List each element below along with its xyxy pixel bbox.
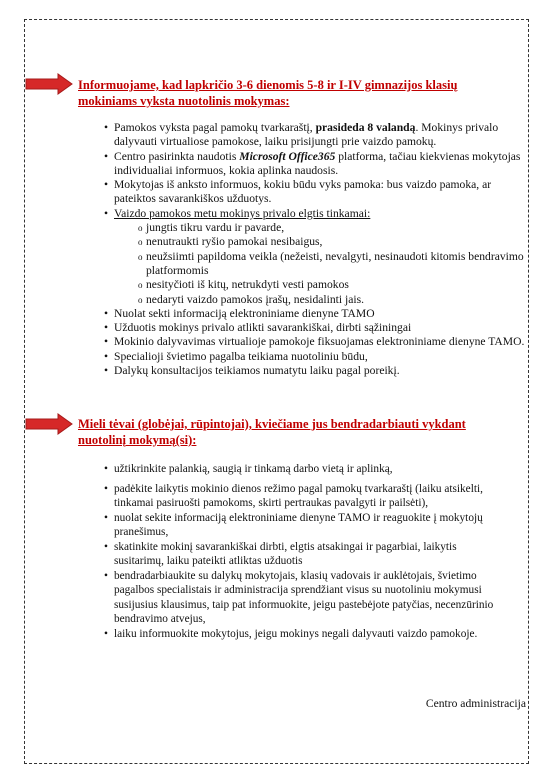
list-item: • Dalykų konsultacijos teikiamos numatytu laiku pagal poreikį. xyxy=(104,364,529,378)
sublist-item: o neužsiimti papildoma veikla (nežeisti, nevalgyti, nesinaudoti kitomis bendravimo platformomis xyxy=(138,250,529,279)
list-item: • Mokinio dalyvavimas virtualioje pamokoje fiksuojamas elektroniniame dienyne TAMO. xyxy=(104,335,529,349)
sublist-item: o nesityčioti iš kitų, netrukdyti vesti pamokos xyxy=(138,278,529,292)
list-item: • laiku informuokite mokytojus, jeigu mokinys negali dalyvauti vaizdo pamokoje. xyxy=(104,627,504,642)
list-item: • skatinkite mokinį savarankiškai dirbti, elgtis atsakingai ir pagarbiai, laikytis susitarimų, laiku pateikti atliktas užduotis xyxy=(104,540,504,569)
section2-heading: Mieli tėvai (globėjai, rūpintojai), kviečiame jus bendradarbiauti vykdant nuotolinį mokymą(si): xyxy=(78,417,466,447)
list-item: • Specialioji švietimo pagalba teikiama nuotoliniu būdu, xyxy=(104,350,529,364)
section1-list xyxy=(104,121,529,378)
behavior-sublist xyxy=(114,221,529,307)
signature: Centro administracija xyxy=(425,697,526,710)
sublist-item: o nedaryti vaizdo pamokos įrašų, nesidalinti jais. xyxy=(138,293,529,307)
list-item: • bendradarbiaukite su dalykų mokytojais, klasių vadovais ir auklėtojais, švietimo pagalbos specialistais ir administracija sprendžiant visus su nuotoliniu mokymusi susijusius klausimus, taip pat informuokite, jeigu pastebėjote patyčias, necenzūrinio bendravimo atvejus, xyxy=(104,569,504,627)
list-item: • Mokytojas iš anksto informuos, kokiu būdu vyks pamoka: bus vaizdo pamoka, ar pateiktos savarankiškos užduotys. xyxy=(104,178,529,207)
list-item: • užtikrinkite palankią, saugią ir tinkamą darbo vietą ir aplinką, xyxy=(104,462,504,477)
sublist-item: o jungtis tikru vardu ir pavarde, xyxy=(138,221,529,235)
list-item: • Vaizdo pamokos metu mokinys privalo elgtis tinkamai: o jungtis tikru vardu ir pavarde, o nenutraukti ryšio pamokai nesibaigus, o neužsiimti papildoma veikla (nežeisti, nevalgyti, nesinaudoti kitomis bendravimo platformomis o nesityčioti iš kitų, netrukdyti vesti pamokos o nedaryti vaizdo pamokos įrašų, nesidalinti jais. xyxy=(104,207,529,307)
list-item: • padėkite laikytis mokinio dienos režimo pagal pamokų tvarkaraštį (laiku atsikelti, tinkamai pasiruošti pamokoms, skirti pertraukas pavalgyti ir pailsėti), xyxy=(104,482,504,511)
list-item: • Centro pasirinkta naudotis Microsoft Office365 platforma, tačiau kiekvienas mokytojas individualiai informuos, kokia aplinka naudosis. xyxy=(104,150,529,179)
section2-list xyxy=(104,462,504,641)
sublist-item: o nenutraukti ryšio pamokai nesibaigus, xyxy=(138,235,529,249)
list-item: • Užduotis mokinys privalo atlikti savarankiškai, dirbti sąžiningai xyxy=(104,321,529,335)
list-item: • nuolat sekite informaciją elektroniniame dienyne TAMO ir reaguokite į mokytojų pranešimus, xyxy=(104,511,504,540)
list-item: • Nuolat sekti informaciją elektroniniame dienyne TAMO xyxy=(104,307,529,321)
arrow-right-icon xyxy=(24,413,74,435)
section1-heading: Informuojame, kad lapkričio 3-6 dienomis 5-8 ir I-IV gimnazijos klasių mokiniams vyksta nuotolinis mokymas: xyxy=(78,78,458,108)
list-item: • Pamokos vyksta pagal pamokų tvarkaraštį, prasideda 8 valandą. Mokinys privalo dalyvauti virtualiose pamokose, laiku prisijungti prie vaizdo pamokų. xyxy=(104,121,529,150)
arrow-right-icon xyxy=(24,73,74,95)
